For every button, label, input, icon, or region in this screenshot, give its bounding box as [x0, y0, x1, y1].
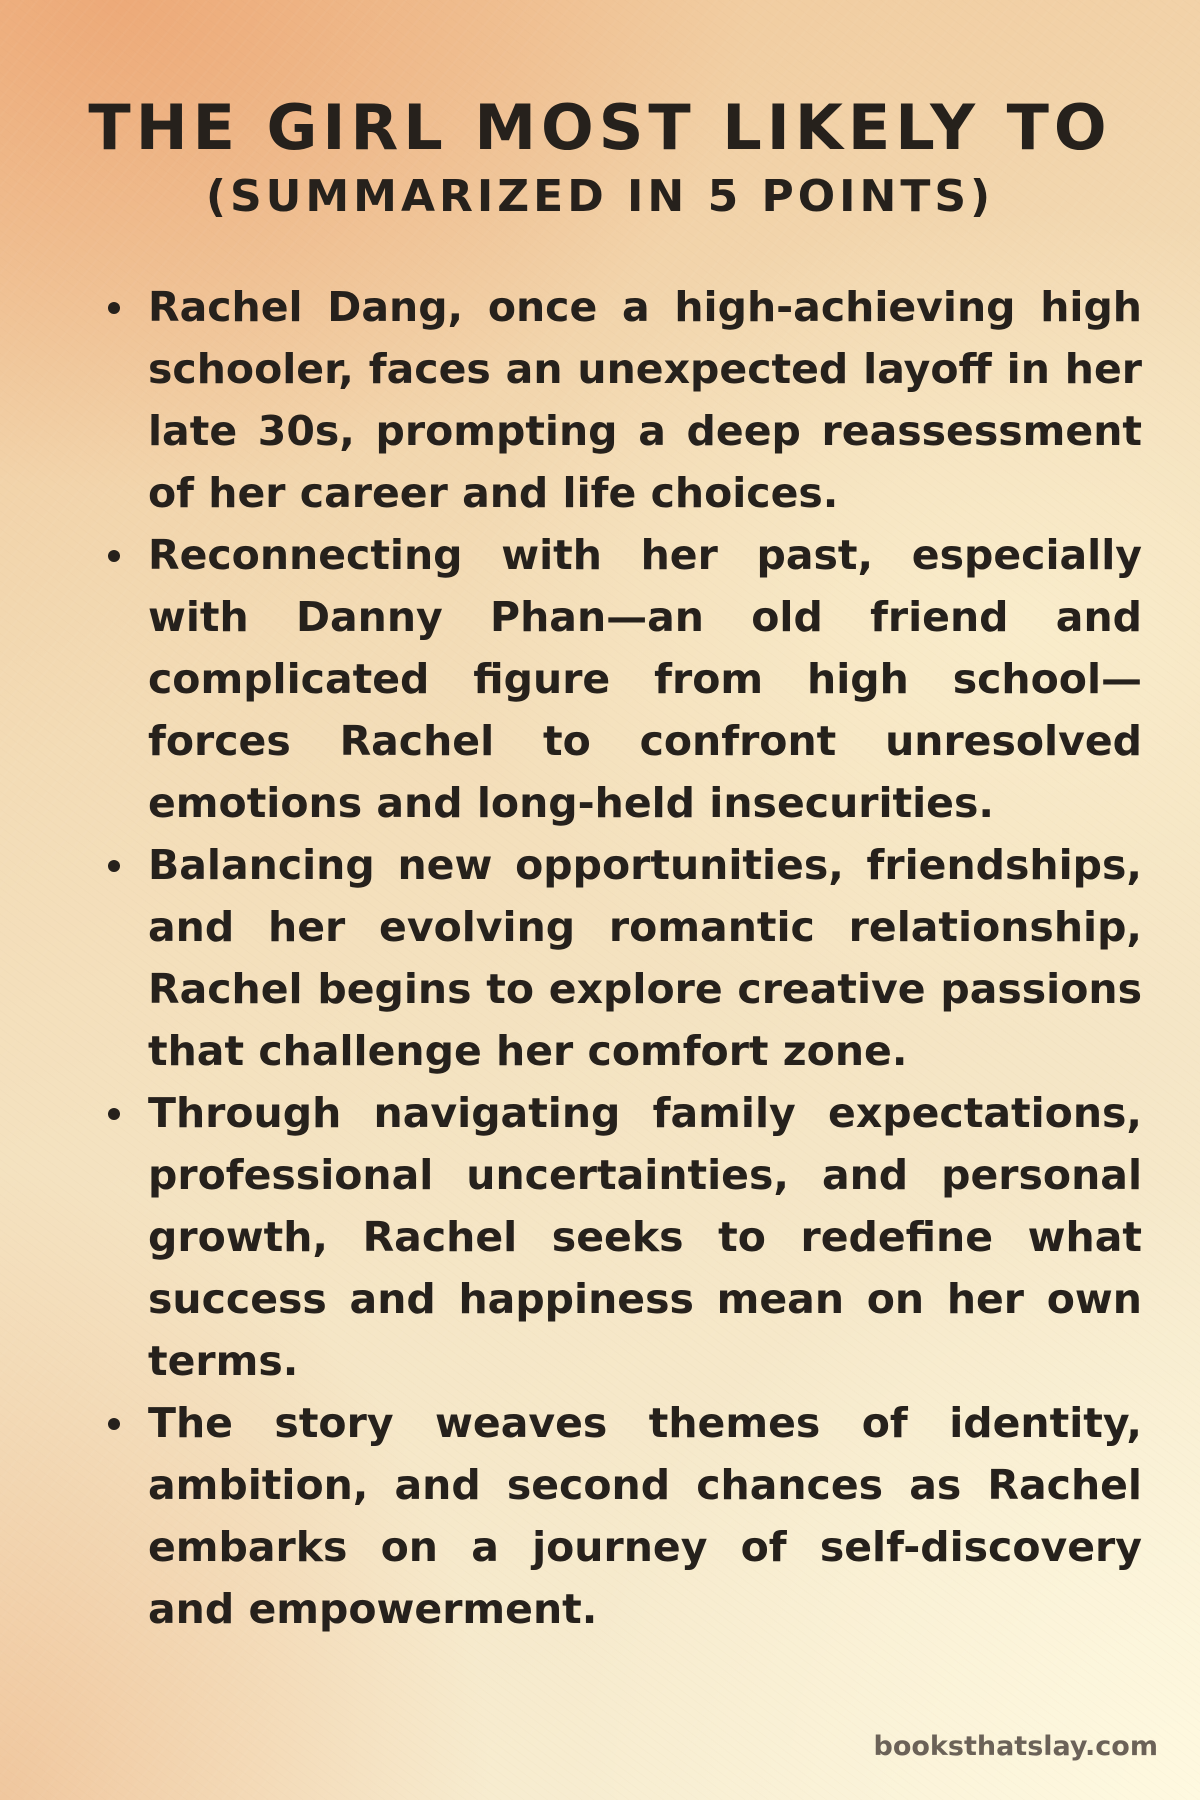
summary-point-text: Through navigating family expectations, professional uncertainties, and personal growth, Rachel seeks to redefine what success and happiness mean on her own terms.	[148, 1089, 1142, 1385]
summary-point-5	[100, 1392, 1142, 1640]
title-block	[0, 92, 1200, 224]
summary-point-1	[100, 276, 1142, 524]
summary-point-text: Rachel Dang, once a high-achieving high schooler, faces an unexpected layoff in her late 30s, prompting a deep reassessment of her career and life choices.	[148, 283, 1142, 517]
summary-point-text: The story weaves themes of identity, ambition, and second chances as Rachel embarks on a journey of self-discovery and empowerment.	[148, 1399, 1142, 1633]
summary-point-text: Balancing new opportunities, friendships, and her evolving romantic relationship, Rachel begins to explore creative passions that challenge her comfort zone.	[148, 841, 1142, 1075]
summary-point-3	[100, 834, 1142, 1082]
bullet-dot-icon	[108, 860, 120, 872]
summary-point-2	[100, 524, 1142, 834]
summary-point-4	[100, 1082, 1142, 1392]
site-credit: booksthatslay.com	[873, 1731, 1158, 1762]
summary-point-text: Reconnecting with her past, especially with Danny Phan—an old friend and complicated figure from high school—forces Rachel to confront unresolved emotions and long-held insecurities.	[148, 531, 1142, 827]
bullet-dot-icon	[108, 302, 120, 314]
page-title: THE GIRL MOST LIKELY TO	[88, 91, 1112, 164]
bullet-dot-icon	[108, 550, 120, 562]
summary-points-list	[100, 276, 1142, 1640]
page-subtitle: (SUMMARIZED IN 5 POINTS)	[205, 171, 995, 222]
bullet-dot-icon	[108, 1418, 120, 1430]
bullet-dot-icon	[108, 1108, 120, 1120]
